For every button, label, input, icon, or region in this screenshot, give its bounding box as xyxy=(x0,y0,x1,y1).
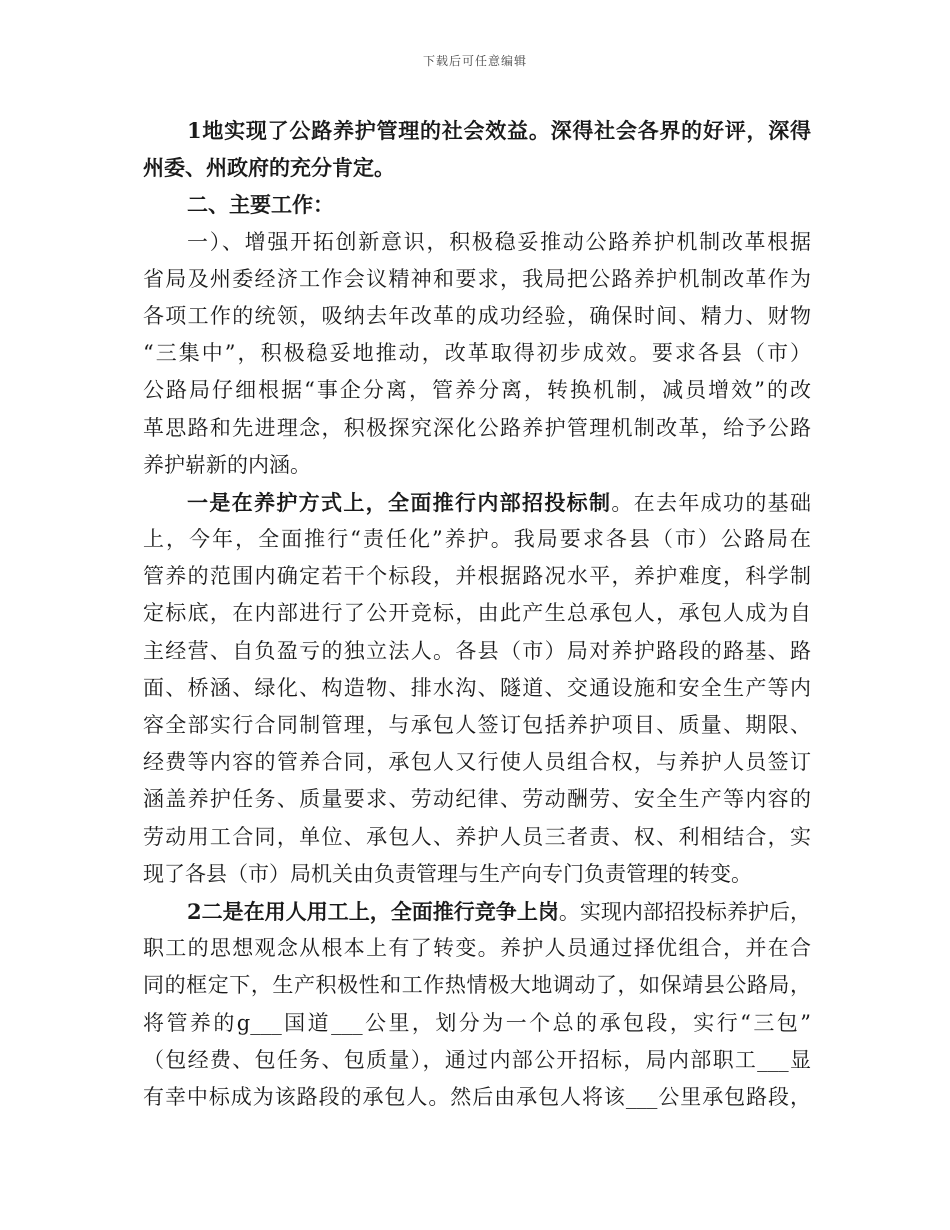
text-line-7: “三集中”，积极稳妥地推动，改革取得初步成效。要求各县（市） xyxy=(143,341,811,366)
text-line-13: 管养的范围内确定若干个标段，并根据路况水平，养护难度，科学制 xyxy=(143,564,811,589)
text-line-17: 容全部实行合同制管理，与承包人签订包括养护项目、质量、期限、 xyxy=(143,713,811,737)
header-note: 下载后可任意编辑 xyxy=(422,54,527,68)
lead-rest-1: 。在去年成功的基础 xyxy=(611,490,812,515)
lead-rest-2: 。实现内部招投标养护后， xyxy=(558,899,811,924)
text-line-26: （包经费、包任务、包质量），通过内部公开招标，局内部职工___显 xyxy=(143,1047,811,1072)
text-line-5: 省局及州委经济工作会议精神和要求，我局把公路养护机制改革作为 xyxy=(143,266,811,291)
text-line-21: 现了各县（市）局机关由负责管理与生产向专门负责管理的转变。 xyxy=(143,861,752,886)
bold-lead-1: 一是在养护方式上，全面推行内部招投标制 xyxy=(187,489,612,515)
text-line-23: 职工的思想观念从根本上有了转变。养护人员通过择优组合，并在合 xyxy=(143,936,811,961)
text-line-14: 定标底，在内部进行了公开竞标，由此产生总承包人，承包人成为自 xyxy=(143,601,811,626)
text-line-19: 涵盖养护任务、质量要求、劳动纪律、劳动酬劳、安全生产等内容的 xyxy=(143,787,811,812)
text-line-4: 一）、增强开拓创新意识，积极稳妥推动公路养护机制改革根据 xyxy=(187,229,811,254)
section-heading: 二、主要工作： xyxy=(187,192,334,218)
text-line-1: 1地实现了公路养护管理的社会效益。深得社会各界的好评，深得 xyxy=(187,118,811,143)
document-body xyxy=(143,112,811,1116)
text-line-22 xyxy=(143,893,811,930)
text-line-27: 有幸中标成为该路段的承包人。然后由承包人将该___公里承包路段， xyxy=(143,1084,811,1109)
text-line-25: 将管养的g___国道___公里，划分为一个总的承包段，实行“三包” xyxy=(143,1010,811,1035)
bold-lead-2: 2二是在用人用工上，全面推行竞争上岗 xyxy=(187,898,559,924)
text-line-6: 各项工作的统领，吸纳去年改革的成功经验，确保时间、精力、财物 xyxy=(143,303,811,328)
text-line-11 xyxy=(143,484,811,521)
text-line-10: 养护崭新的内涵。 xyxy=(143,452,311,477)
text-line-2: 州委、州政府的充分肯定。 xyxy=(143,155,395,181)
text-line-9: 革思路和先进理念，积极探究深化公路养护管理机制改革，给予公路 xyxy=(143,415,811,440)
text-line-16: 面、桥涵、绿化、构造物、排水沟、隧道、交通设施和安全生产等内 xyxy=(143,675,811,700)
text-line-24: 同的框定下，生产积极性和工作热情极大地调动了，如保靖县公路局， xyxy=(143,973,811,998)
text-line-20: 劳动用工合同，单位、承包人、养护人员三者责、权、利相结合，实 xyxy=(143,824,811,849)
text-line-12: 上，今年，全面推行“责任化”养护。我局要求各县（市）公路局在 xyxy=(143,527,811,552)
text-line-15: 主经营、自负盈亏的独立法人。各县（市）局对养护路段的路基、路 xyxy=(143,638,811,663)
text-line-18: 经费等内容的管养合同，承包人又行使人员组合权，与养护人员签订 xyxy=(143,750,811,775)
text-line-8: 公路局仔细根据“事企分离，管养分离，转换机制，减员增效”的改 xyxy=(143,378,811,403)
